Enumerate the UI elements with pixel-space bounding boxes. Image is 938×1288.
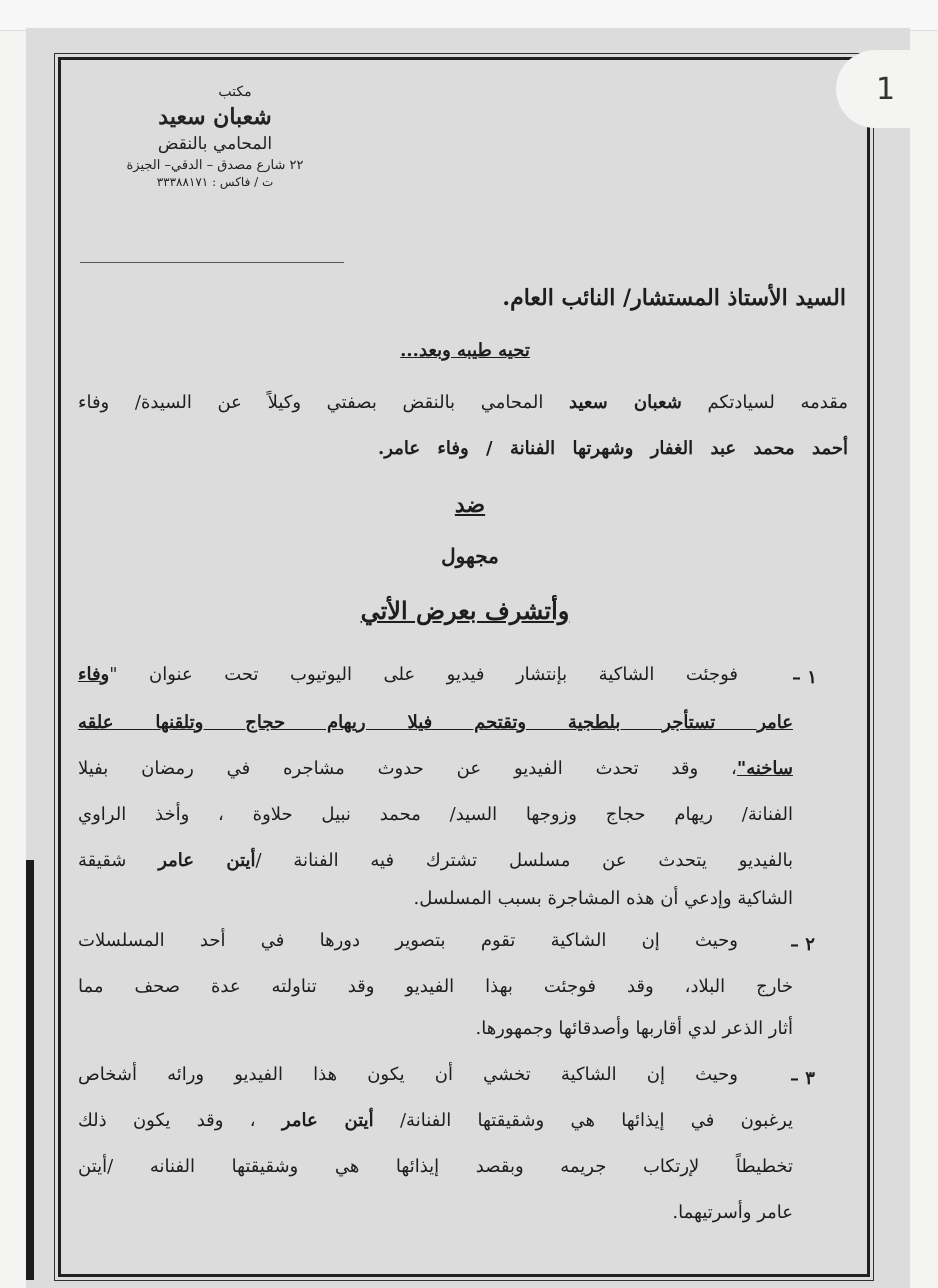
item-text-emphasis: عامر تستأجر بلطجية وتقتحم فيلا ريهام حجاج وتلقنها علقه [78, 712, 793, 733]
letterhead [80, 84, 350, 189]
item-text: بالفيديو يتحدث عن مسلسل تشترك فيه الفنانة / [255, 850, 793, 871]
item-number: ٢ – [790, 934, 815, 955]
item-1-line-4 [78, 804, 793, 825]
item-1-line-5 [78, 850, 793, 871]
item-text-emphasis: وفاء [78, 664, 110, 685]
item-2-line-2 [78, 976, 793, 997]
item-3-line-2 [78, 1110, 793, 1131]
intro-text: مقدمه لسيادتكم [681, 392, 848, 413]
intro-line-1 [78, 392, 848, 413]
item-text: ، وقد يكون ذلك [78, 1110, 282, 1131]
item-2-line-1 [78, 930, 738, 951]
item-text: خارج البلاد، وقد فوجئت بهذا الفيديو وقد تناولته عدة صحف مما [78, 976, 793, 997]
item-1-line-2 [78, 712, 793, 733]
letterhead-lawyer-name: شعبان سعيد [158, 104, 272, 130]
item-text: أثار الذعر لدي أقاربها وأصدقائها وجمهورها. [475, 1018, 793, 1039]
intro-line-2: أحمد محمد عبد الغفار وشهرتها الفنانة / وفاء عامر. [378, 438, 848, 459]
addressee: السيد الأستاذ المستشار/ النائب العام. [502, 285, 846, 311]
letterhead-address: ٢٢ شارع مصدق – الدقي– الجيزة [126, 158, 304, 173]
item-text: شقيقة [78, 850, 159, 871]
item-text-emphasis: ساخنه" [736, 758, 793, 779]
letterhead-divider [80, 262, 344, 263]
intro-text: المحامي بالنقض بصفتي وكيلاً عن السيدة/ وفاء [78, 392, 570, 413]
item-text: يرغبون في إيذائها هي وشقيقتها الفنانة/ [373, 1110, 793, 1131]
item-text-emphasis: أيتن عامر [158, 850, 256, 871]
item-text: الفنانة/ ريهام حجاج وزوجها السيد/ محمد نبيل حلاوة ، وأخذ الراوي [78, 804, 793, 825]
against-label: ضد [454, 492, 486, 518]
item-text-emphasis: أيتن عامر [281, 1110, 374, 1131]
item-number: ١ – [792, 667, 817, 688]
item-3-line-3 [78, 1156, 793, 1177]
item-text: تخطيطاً لإرتكاب جريمه وبقصد إيذائها هي وشقيقتها الفنانه /أيتن [78, 1156, 793, 1177]
greeting: تحيه طيبه وبعد... [400, 340, 530, 361]
item-text: الشاكية وإدعي أن هذه المشاجرة بسبب المسلسل. [413, 888, 793, 909]
item-text: وحيث إن الشاكية تخشي أن يكون هذا الفيديو ورائه أشخاص [78, 1064, 738, 1085]
item-text: ، وقد تحدث الفيديو عن حدوث مشاجره في رمضان بفيلا [78, 758, 737, 779]
item-text: فوجئت الشاكية بإنتشار فيديو على اليوتيوب تحت عنوان " [109, 664, 738, 685]
item-1-line-3 [78, 758, 793, 779]
item-2-line-3 [78, 1018, 793, 1039]
lawyer-name: شعبان سعيد [569, 392, 682, 413]
item-number: ٣ – [790, 1068, 815, 1089]
item-text: وحيث إن الشاكية تقوم بتصوير دورها في أحد المسلسلات [78, 930, 738, 951]
letterhead-phone: ت / فاكس : ٣٣٣٨٨١٧١ [156, 175, 274, 189]
page-edge-shadow [26, 860, 34, 1280]
section-heading: وأتشرف بعرض الأتي [360, 596, 570, 625]
item-1-line-6 [78, 888, 793, 909]
defendant: مجهول [441, 544, 499, 568]
item-text: عامر وأسرتيهما. [672, 1202, 793, 1223]
item-1-line-1 [78, 664, 738, 685]
page-number-badge [836, 50, 938, 128]
item-3-line-4 [78, 1202, 793, 1223]
letterhead-title: المحامي بالنقض [157, 134, 273, 154]
viewer-top-bar [0, 0, 938, 31]
page-number: 1 [876, 71, 896, 107]
letterhead-office: مكتب [218, 84, 252, 100]
item-3-line-1 [78, 1064, 738, 1085]
